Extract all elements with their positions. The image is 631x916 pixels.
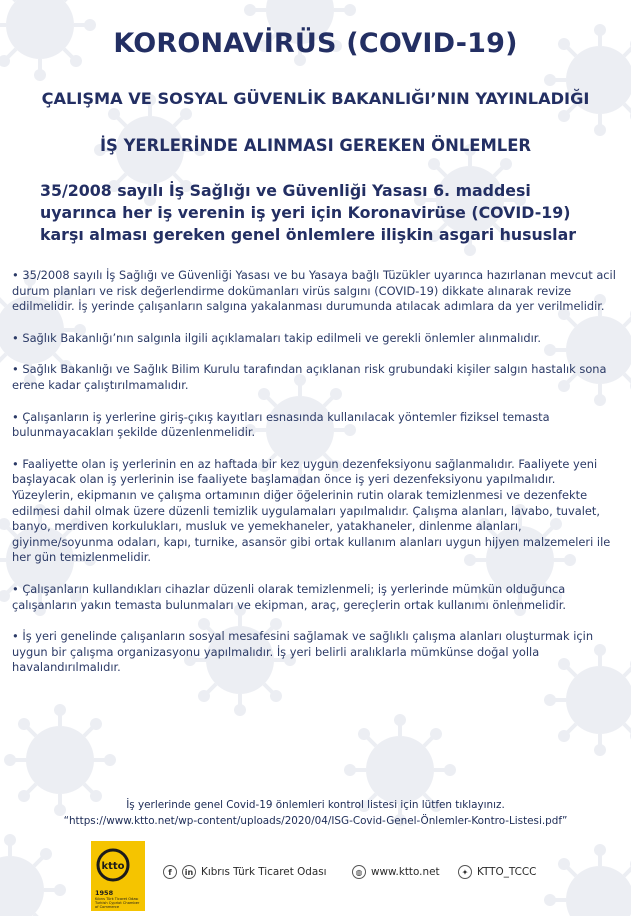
ktto-logo (91, 841, 145, 911)
globe-icon: ◍ (352, 865, 366, 879)
twitter-link[interactable] (458, 864, 536, 880)
page-subtitle-line2: İŞ YERLERİNDE ALINMASI GEREKEN ÖNLEMLER (99, 136, 532, 155)
list-item: • 35/2008 sayılı İş Sağlığı ve Güvenliği Yasası ve bu Yasaya bağlı Tüzükler uyarınca hazırlanan mevcut acil durum planları ve risk değerlendirme dokümanları virüs salgını (COVID-19) dikkate alınarak revize edilmelidir. İş yerinde çalışanların salgına yakalanması durumunda atılacak adımlara da yer verilmelidir. (12, 268, 616, 314)
intro-paragraph: 35/2008 sayılı İş Sağlığı ve Güvenliği Yasası 6. maddesi uyarınca her iş verenin iş yeri için Koronavirüse (COVID-19) karşı alması gereken genel önlemlere ilişkin asgari hususlar (40, 181, 577, 244)
website-link[interactable] (352, 864, 440, 880)
page-title: KORONAVİRÜS (COVID-19) (113, 28, 518, 59)
list-item: • Faaliyette olan iş yerlerinin en az haftada bir kez uygun dezenfeksiyonu sağlanmalıdır. Faaliyete yeni başlayacak olan iş yerlerinin ise faaliyete başlamadan önce iş yeri dezenfeksiyonu yapılmalıdır. Yüzeylerin, ekipmanın ve çalışma ortamının diğer öğelerinin rutin olarak temizlenmesi ve dezenfekte edilmesi dahil olmak üzere düzenli temizlik uygulamaları yapılmalıdır. Çalışma alanları, lavabo, tuvalet, banyo, merdiven korkulukları, musluk ve yemekhaneler, yatakhaneler, dinlenme alanları, giyinme/soyunma odaları, kapı, turnike, asansör gibi ortak kullanım alanları uygun hijyen malzemeleri ile her gün temizlenmelidir. (12, 456, 611, 565)
list-item: • Çalışanların kullandıkları cihazlar düzenli olarak temizlenmeli; iş yerlerinde mümkün olduğunca çalışanların yakın temasta bulunmaları ve ekipman, araç, gereçlerin ortak kullanımı önlenmelidir. (12, 581, 567, 612)
facebook-icon[interactable]: f (163, 865, 177, 879)
website-text[interactable]: www.ktto.net (371, 866, 440, 878)
linkedin-icon[interactable]: in (182, 865, 196, 879)
checklist-note-text: İş yerlerinde genel Covid-19 önlemleri kontrol listesi için lütfen tıklayınız. (126, 799, 505, 811)
logo-org-line: Kıbrıs Türk Ticaret Odası Turkish Cypriot Chamber of Commerce (95, 897, 140, 910)
checklist-link-note[interactable] (0, 797, 631, 829)
twitter-icon: ✦ (458, 865, 472, 879)
checklist-url-link[interactable]: “https://www.ktto.net/wp-content/uploads/2020/04/ISG-Covid-Genel-Önlemler-Kontro-Listesi.pdf” (63, 815, 568, 827)
logo-year: 1958 (95, 889, 114, 897)
org-name-text: Kıbrıs Türk Ticaret Odası (201, 866, 327, 878)
page-subtitle-line1: ÇALIŞMA VE SOSYAL GÜVENLİK BAKANLIĞI’NIN YAYINLADIĞI (41, 89, 590, 108)
measures-list (12, 268, 618, 692)
ktto-logo-text: ktto (101, 861, 125, 872)
list-item: • Çalışanların iş yerlerine giriş-çıkış kayıtları esnasında kullanılacak yöntemler fiziksel temasta bulunmayacakları şekilde düzenlenmelidir. (12, 409, 550, 440)
list-item: • Sağlık Bakanlığı’nın salgınla ilgili açıklamaları takip edilmeli ve gerekli önlemler alınmalıdır. (12, 330, 542, 345)
ktto-logo-mark (95, 847, 131, 883)
list-item: • Sağlık Bakanlığı ve Sağlık Bilim Kurulu tarafından açıklanan risk grubundaki kişiler salgın hastalık sona erene kadar çalıştırılmamalıdır. (12, 362, 607, 392)
twitter-handle[interactable]: KTTO_TCCC (477, 866, 537, 878)
list-item: • İş yeri genelinde çalışanların sosyal mesafesini sağlamak ve sağlıklı çalışma alanları oluşturmak için uygun bir çalışma organizasyonu yapılmalıdır. İş yeri belirli aralıklarla mümkünse doğal yolla havalandırılmalıdır. (12, 629, 594, 675)
org-social[interactable] (163, 864, 327, 880)
